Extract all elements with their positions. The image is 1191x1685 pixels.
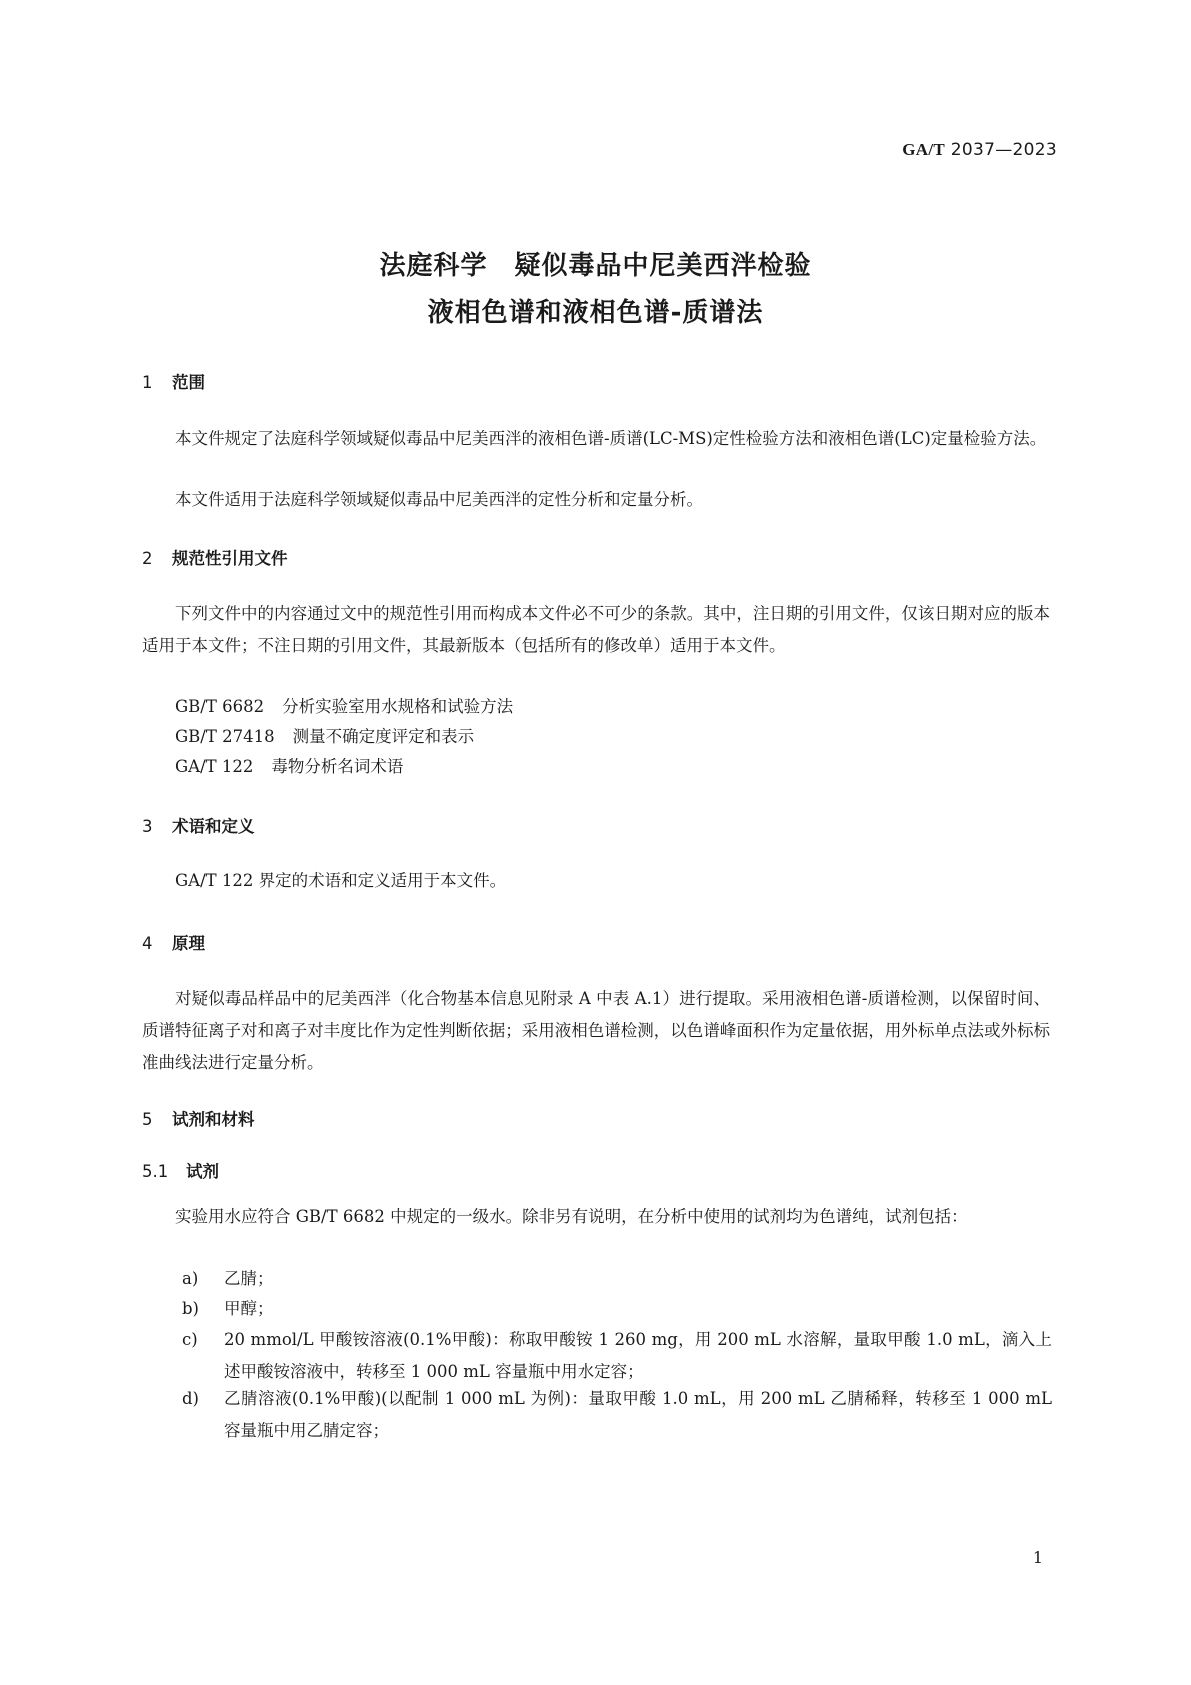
document-title-line2: 液相色谱和液相色谱-质谱法 (427, 298, 764, 328)
section-title: 原理 (172, 934, 205, 953)
list-item (182, 1383, 1052, 1447)
reference-code: GB/T 27418 (175, 727, 275, 746)
paragraph: 本文件规定了法庭科学领域疑似毒品中尼美西泮的液相色谱-质谱(LC-MS)定性检验方法和液相色谱(LC)定量检验方法。 (175, 429, 1047, 448)
section-title: 试剂和材料 (172, 1110, 255, 1129)
subsection-title: 试剂 (186, 1162, 219, 1181)
list-item-text: 甲醇； (224, 1299, 274, 1318)
reference-code: GA/T 122 (175, 757, 254, 776)
section-number: 4 (142, 934, 153, 953)
paragraph: GA/T 122 界定的术语和定义适用于本文件。 (175, 871, 507, 890)
standard-code: 2037—2023 (950, 140, 1057, 160)
section-title: 术语和定义 (172, 817, 255, 836)
subsection-number: 5.1 (142, 1162, 169, 1181)
reference-title: 毒物分析名词术语 (271, 757, 404, 776)
section-heading-reagents-materials (142, 1106, 255, 1130)
list-item-text: 乙腈溶液(0.1%甲酸)(以配制 1 000 mL 为例)：量取甲酸 1.0 mL，用 200 mL 乙腈稀释，转移至 1 000 mL 容量瓶中用乙腈定容； (224, 1389, 1052, 1440)
list-item (182, 1293, 1052, 1325)
section-heading-terms (142, 813, 255, 837)
reference-item (175, 723, 474, 747)
reference-title: 分析实验室用水规格和试验方法 (282, 697, 514, 716)
paragraph: 实验用水应符合 GB/T 6682 中规定的一级水。除非另有说明，在分析中使用的试剂均为色谱纯，试剂包括： (175, 1207, 968, 1226)
document-title-line1: 法庭科学 疑似毒品中尼美西泮检验 (379, 251, 812, 281)
list-item-label: a) (182, 1269, 199, 1288)
list-item-label: c) (182, 1330, 198, 1349)
section-heading-principle (142, 930, 205, 954)
list-item-text: 乙腈； (224, 1269, 274, 1288)
list-item (182, 1324, 1052, 1388)
list-item-label: b) (182, 1299, 199, 1318)
paragraph: 对疑似毒品样品中的尼美西泮（化合物基本信息见附录 A 中表 A.1）进行提取。采用液相色谱-质谱检测，以保留时间、质谱特征离子对和离子对丰度比作为定性判断依据；采用液相色谱检测，以色谱峰面积作为定量依据，用外标单点法或外标标准曲线法进行定量分析。 (142, 989, 1050, 1072)
reference-item (175, 753, 403, 777)
section-number: 3 (142, 817, 153, 836)
list-item-text: 20 mmol/L 甲酸铵溶液(0.1%甲酸)：称取甲酸铵 1 260 mg，用 200 mL 水溶解，量取甲酸 1.0 mL，滴入上述甲酸铵溶液中，转移至 1 000 mL 容量瓶中用水定容； (224, 1330, 1052, 1381)
section-heading-normative-references (142, 545, 288, 569)
reference-code: GB/T 6682 (175, 697, 265, 716)
subsection-heading-reagents (142, 1158, 219, 1182)
page-number: 1 (1032, 1548, 1043, 1567)
section-number: 2 (142, 549, 153, 568)
standard-number (902, 140, 1057, 160)
section-title: 规范性引用文件 (172, 549, 288, 568)
reference-title: 测量不确定度评定和表示 (292, 727, 475, 746)
section-title: 范围 (172, 373, 205, 392)
paragraph: 下列文件中的内容通过文中的规范性引用而构成本文件必不可少的条款。其中，注日期的引用文件，仅该日期对应的版本适用于本文件；不注日期的引用文件，其最新版本（包括所有的修改单）适用于本文件。 (142, 604, 1050, 655)
section-number: 5 (142, 1110, 153, 1129)
paragraph: 本文件适用于法庭科学领域疑似毒品中尼美西泮的定性分析和定量分析。 (175, 490, 703, 509)
list-item (182, 1263, 1052, 1295)
section-heading-scope (142, 369, 205, 393)
list-item-label: d) (182, 1389, 199, 1408)
standard-prefix: GA/T (902, 140, 946, 159)
reference-item (175, 693, 513, 717)
section-number: 1 (142, 373, 153, 392)
